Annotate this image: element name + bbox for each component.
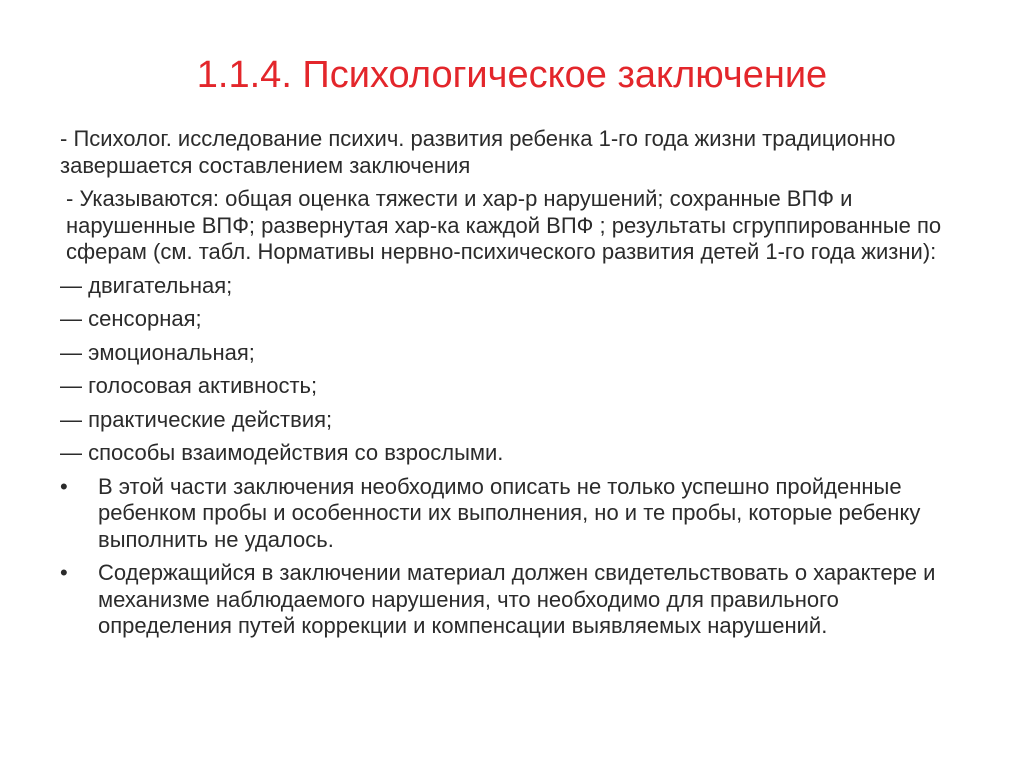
bullet-item [60, 560, 960, 640]
dash-item-practical: — практические действия; [60, 406, 333, 432]
intro-paragraph: - Психолог. исследование психич. развития ребенка 1-го года жизни традиционно завершается составлением заключения [60, 126, 896, 178]
bullet-item [60, 474, 960, 554]
dash-item-vocal: — голосовая активность; [60, 373, 318, 398]
details-paragraph: - Указываются: общая оценка тяжести и хар-р нарушений; сохранные ВПФ и нарушенные ВПФ; развернутая хар-ка каждой ВПФ ; результаты сгруппированные по сферам (см. табл. Нормативы нервно-психического развития детей 1-го года жизни): [66, 186, 942, 264]
bullet-icon: • [60, 473, 68, 499]
bullet-text: В этой части заключения необходимо описать не только успешно пройденные ребенком пробы и особенности их выполнения, но и те пробы, которые ребенку выполнить не удалось. [98, 473, 921, 552]
dash-item-motor: — двигательная; [60, 272, 233, 298]
dash-item-emotional: — эмоциональная; [60, 339, 255, 365]
dash-item-sensory: — сенсорная; [60, 306, 202, 331]
dash-item-interaction: — способы взаимодействия со взрослыми. [60, 440, 504, 465]
bullet-icon: • [60, 560, 68, 585]
slide-body [60, 126, 960, 647]
slide-title: 1.1.4. Психологическое заключение [196, 54, 828, 96]
bullet-text: Содержащийся в заключении материал должен свидетельствовать о характере и механизме наблюдаемого нарушения, что необходимо для правильного определения путей коррекции и компенсации выявляемых нарушений. [98, 560, 936, 638]
